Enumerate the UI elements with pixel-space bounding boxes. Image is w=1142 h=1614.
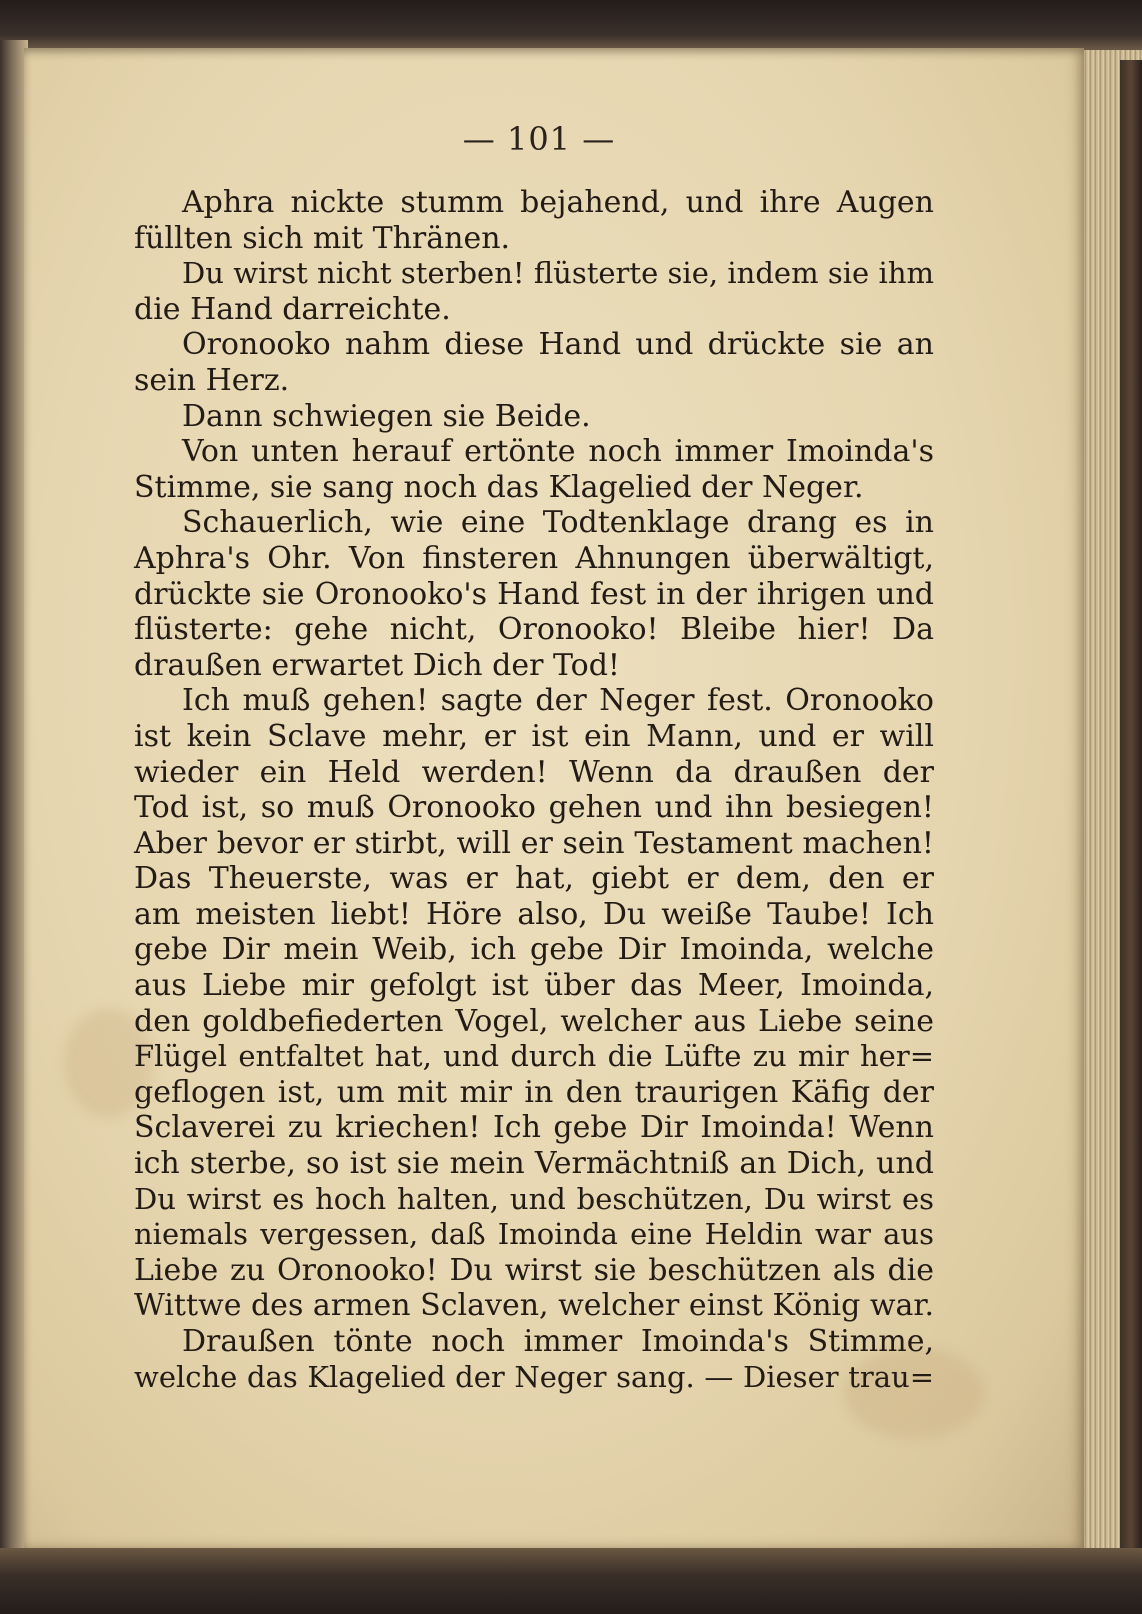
- text-line: Ich muß gehen! sagte der Neger fest. Oronooko: [182, 683, 934, 719]
- text-line: draußen erwartet Dich der Tod!: [134, 647, 620, 683]
- text-line: drückte sie Oronooko's Hand fest in der ihrigen und: [134, 576, 934, 612]
- text-line: gebe Dir mein Weib, ich gebe Dir Imoinda, welche: [134, 932, 934, 968]
- text-line: füllten sich mit Thränen.: [134, 220, 511, 256]
- text-line: Schauerlich, wie eine Todtenklage drang es in: [182, 505, 934, 541]
- text-line: geflogen ist, um mit mir in den traurigen Käfig der: [134, 1074, 934, 1110]
- text-line: flüsterte: gehe nicht, Oronooko! Bleibe hier! Da: [134, 612, 934, 648]
- text-line: Aphra's Ohr. Von finsteren Ahnungen überwältigt,: [134, 540, 934, 576]
- text-line: Wittwe des armen Sclaven, welcher einst König war.: [134, 1288, 934, 1324]
- text-line: ist kein Sclave mehr, er ist ein Mann, und er will: [134, 718, 934, 754]
- text-line: Dann schwiegen sie Beide.: [182, 398, 591, 434]
- text-line: Liebe zu Oronooko! Du wirst sie beschützen als die: [134, 1252, 934, 1288]
- text-line: Draußen tönte noch immer Imoinda's Stimme,: [182, 1324, 934, 1359]
- text-line: den goldbefiederten Vogel, welcher aus Liebe seine: [134, 1003, 934, 1039]
- text-line: Aphra nickte stumm bejahend, und ihre Augen: [182, 185, 934, 220]
- text-line: niemals vergessen, daß Imoinda eine Heldin war aus: [134, 1217, 934, 1252]
- book-page: [24, 48, 1084, 1548]
- text-line: die Hand darreichte.: [134, 291, 451, 327]
- text-line: sein Herz.: [134, 362, 290, 398]
- text-line: wieder ein Held werden! Wenn da draußen der: [134, 754, 934, 790]
- text-line: Von unten herauf ertönte noch immer Imoinda's: [182, 434, 934, 470]
- text-line: am meisten liebt! Höre also, Du weiße Taube! Ich: [134, 896, 934, 932]
- text-line: Stimme, sie sang noch das Klagelied der Neger.: [134, 469, 864, 505]
- page-body-text: [134, 185, 934, 1395]
- text-line: Flügel entfaltet hat, und durch die Lüfte zu mir her=: [134, 1039, 934, 1074]
- text-line: aus Liebe mir gefolgt ist über das Meer, Imoinda,: [134, 968, 934, 1004]
- text-line: Sclaverei zu kriechen! Ich gebe Dir Imoinda! Wenn: [134, 1110, 934, 1146]
- book-top-edge: [0, 0, 1142, 50]
- text-line: Du wirst nicht sterben! flüsterte sie, indem sie ihm: [182, 256, 934, 291]
- text-line: welche das Klagelied der Neger sang. — Dieser trau=: [134, 1359, 934, 1394]
- text-line: ich sterbe, so ist sie mein Vermächtniß an Dich, und: [134, 1146, 934, 1182]
- book-cover-right: [1120, 60, 1142, 1590]
- book-bottom-edge: [0, 1548, 1142, 1614]
- page-number: — 101 —: [462, 120, 616, 158]
- text-line: Tod ist, so muß Oronooko gehen und ihn besiegen!: [134, 790, 934, 826]
- text-line: Das Theuerste, was er hat, giebt er dem, den er: [134, 861, 934, 897]
- text-line: Oronooko nahm diese Hand und drückte sie an: [182, 327, 934, 363]
- text-line: Aber bevor er stirbt, will er sein Testament machen!: [134, 825, 934, 861]
- text-line: Du wirst es hoch halten, und beschützen, Du wirst es: [134, 1181, 934, 1216]
